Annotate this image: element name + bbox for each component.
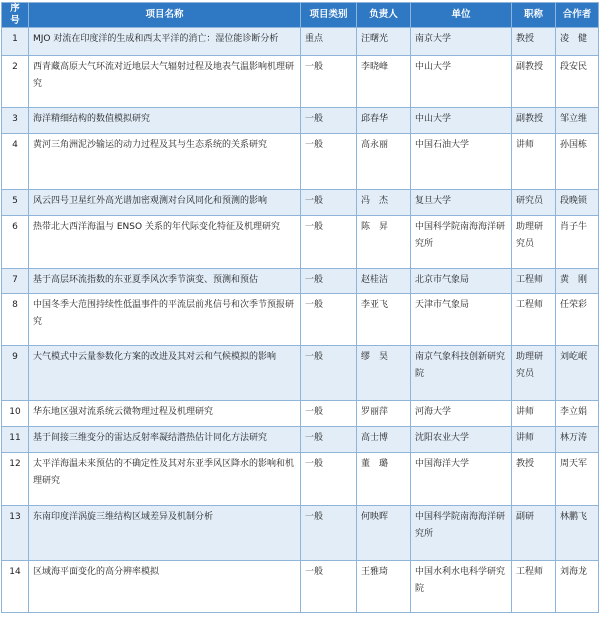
table-row: [2, 561, 599, 613]
cell-project-name: 基于间接三维变分的雷达反射率凝结潜热估计同化方法研究: [29, 427, 301, 453]
cell-cooperator: 肖子牛: [556, 216, 599, 269]
cell-no: 2: [2, 56, 29, 108]
cell-title: 讲师: [512, 134, 556, 190]
cell-no: 13: [2, 506, 29, 561]
cell-cooperator: 林鹏飞: [556, 506, 599, 561]
cell-project-type: 一般: [301, 427, 357, 453]
cell-title: 副教授: [512, 108, 556, 134]
header-project-type: 项目类别: [301, 3, 357, 28]
cell-project-type: 一般: [301, 108, 357, 134]
header-unit: 单位: [411, 3, 512, 28]
cell-project-name: 区域海平面变化的高分辨率模拟: [29, 561, 301, 613]
cell-project-name: 西青藏高原大气环流对近地层大气辐射过程及地表气温影响机理研究: [29, 56, 301, 108]
cell-person: 高士博: [357, 427, 411, 453]
cell-project-type: 重点: [301, 28, 357, 56]
cell-project-type: 一般: [301, 134, 357, 190]
cell-no: 14: [2, 561, 29, 613]
table-row: [2, 190, 599, 216]
cell-no: 5: [2, 190, 29, 216]
cell-no: 10: [2, 401, 29, 427]
cell-project-type: 一般: [301, 453, 357, 506]
cell-person: 赵桂洁: [357, 269, 411, 294]
header-person: 负责人: [357, 3, 411, 28]
cell-person: 陈 昇: [357, 216, 411, 269]
cell-no: 8: [2, 294, 29, 346]
cell-cooperator: 凌 健: [556, 28, 599, 56]
cell-unit: 中国石油大学: [411, 134, 512, 190]
table-row: [2, 506, 599, 561]
cell-unit: 沈阳农业大学: [411, 427, 512, 453]
cell-person: 邱春华: [357, 108, 411, 134]
cell-no: 3: [2, 108, 29, 134]
cell-project-name: 东南印度洋涡旋三维结构区域差异及机制分析: [29, 506, 301, 561]
cell-project-type: 一般: [301, 346, 357, 401]
table-row: [2, 134, 599, 190]
cell-person: 李晓峰: [357, 56, 411, 108]
cell-cooperator: 林万涛: [556, 427, 599, 453]
cell-cooperator: 黄 刚: [556, 269, 599, 294]
table-row: [2, 453, 599, 506]
cell-project-type: 一般: [301, 561, 357, 613]
cell-person: 汪曙光: [357, 28, 411, 56]
cell-cooperator: 刘海龙: [556, 561, 599, 613]
cell-project-type: 一般: [301, 216, 357, 269]
cell-cooperator: 李立娟: [556, 401, 599, 427]
cell-person: 董 璐: [357, 453, 411, 506]
table-row: [2, 346, 599, 401]
cell-cooperator: 邹立维: [556, 108, 599, 134]
cell-project-name: 太平洋海温未来预估的不确定性及其对东亚季风区降水的影响和机理研究: [29, 453, 301, 506]
cell-title: 助理研究员: [512, 216, 556, 269]
cell-unit: 南京气象科技创新研究院: [411, 346, 512, 401]
cell-cooperator: 周天军: [556, 453, 599, 506]
table-row: [2, 108, 599, 134]
cell-project-name: 风云四号卫星红外高光谱加密观测对台风同化和预测的影响: [29, 190, 301, 216]
project-table-container: [1, 2, 598, 613]
cell-person: 冯 杰: [357, 190, 411, 216]
cell-person: 罗丽萍: [357, 401, 411, 427]
cell-cooperator: 段安民: [556, 56, 599, 108]
cell-unit: 中国海洋大学: [411, 453, 512, 506]
cell-cooperator: 刘屹岷: [556, 346, 599, 401]
cell-no: 1: [2, 28, 29, 56]
cell-unit: 河海大学: [411, 401, 512, 427]
cell-project-name: 华东地区强对流系统云微物理过程及机理研究: [29, 401, 301, 427]
header-title: 职称: [512, 3, 556, 28]
cell-unit: 中山大学: [411, 108, 512, 134]
cell-cooperator: 任荣彩: [556, 294, 599, 346]
table-row: [2, 427, 599, 453]
cell-unit: 北京市气象局: [411, 269, 512, 294]
table-row: [2, 401, 599, 427]
cell-project-type: 一般: [301, 401, 357, 427]
cell-title: 讲师: [512, 401, 556, 427]
cell-no: 4: [2, 134, 29, 190]
cell-project-type: 一般: [301, 294, 357, 346]
cell-project-name: 中国冬季大范围持续性低温事件的平流层前兆信号和次季节预报研究: [29, 294, 301, 346]
cell-cooperator: 孙国栋: [556, 134, 599, 190]
cell-unit: 中国科学院南海海洋研究所: [411, 216, 512, 269]
cell-project-name: 海洋精细结构的数值模拟研究: [29, 108, 301, 134]
cell-unit: 南京大学: [411, 28, 512, 56]
cell-no: 12: [2, 453, 29, 506]
cell-unit: 中国科学院南海海洋研究所: [411, 506, 512, 561]
cell-project-type: 一般: [301, 506, 357, 561]
cell-person: 李亚飞: [357, 294, 411, 346]
cell-cooperator: 段晚锁: [556, 190, 599, 216]
cell-project-name: 热带北大西洋海温与 ENSO 关系的年代际变化特征及机理研究: [29, 216, 301, 269]
cell-title: 副教授: [512, 56, 556, 108]
cell-title: 工程师: [512, 561, 556, 613]
cell-person: 缪 昊: [357, 346, 411, 401]
cell-no: 7: [2, 269, 29, 294]
header-cooperator: 合作者: [556, 3, 599, 28]
cell-unit: 中山大学: [411, 56, 512, 108]
cell-project-name: 大气模式中云量参数化方案的改进及其对云和气候模拟的影响: [29, 346, 301, 401]
table-row: [2, 56, 599, 108]
header-project-name: 项目名称: [29, 3, 301, 28]
cell-unit: 中国水利水电科学研究院: [411, 561, 512, 613]
cell-title: 工程师: [512, 269, 556, 294]
cell-title: 研究员: [512, 190, 556, 216]
cell-title: 讲师: [512, 427, 556, 453]
table-row: [2, 28, 599, 56]
cell-title: 工程师: [512, 294, 556, 346]
cell-title: 教授: [512, 28, 556, 56]
cell-project-name: MJO 对流在印度洋的生成和西太平洋的消亡：湿位能诊断分析: [29, 28, 301, 56]
table-row: [2, 294, 599, 346]
header-no: 序号: [2, 3, 29, 28]
cell-person: 王雅琦: [357, 561, 411, 613]
table-row: [2, 269, 599, 294]
cell-no: 11: [2, 427, 29, 453]
project-table: [1, 2, 599, 613]
cell-project-type: 一般: [301, 56, 357, 108]
cell-project-name: 基于高层环流指数的东亚夏季风次季节演变、预测和预估: [29, 269, 301, 294]
table-row: [2, 216, 599, 269]
cell-person: 何映晖: [357, 506, 411, 561]
cell-project-type: 一般: [301, 269, 357, 294]
cell-unit: 天津市气象局: [411, 294, 512, 346]
cell-project-name: 黄河三角洲泥沙输运的动力过程及其与生态系统的关系研究: [29, 134, 301, 190]
cell-project-type: 一般: [301, 190, 357, 216]
cell-title: 副研: [512, 506, 556, 561]
cell-title: 助理研究员: [512, 346, 556, 401]
table-header-row: [2, 3, 599, 28]
cell-no: 9: [2, 346, 29, 401]
cell-person: 高永丽: [357, 134, 411, 190]
cell-no: 6: [2, 216, 29, 269]
cell-title: 教授: [512, 453, 556, 506]
cell-unit: 复旦大学: [411, 190, 512, 216]
